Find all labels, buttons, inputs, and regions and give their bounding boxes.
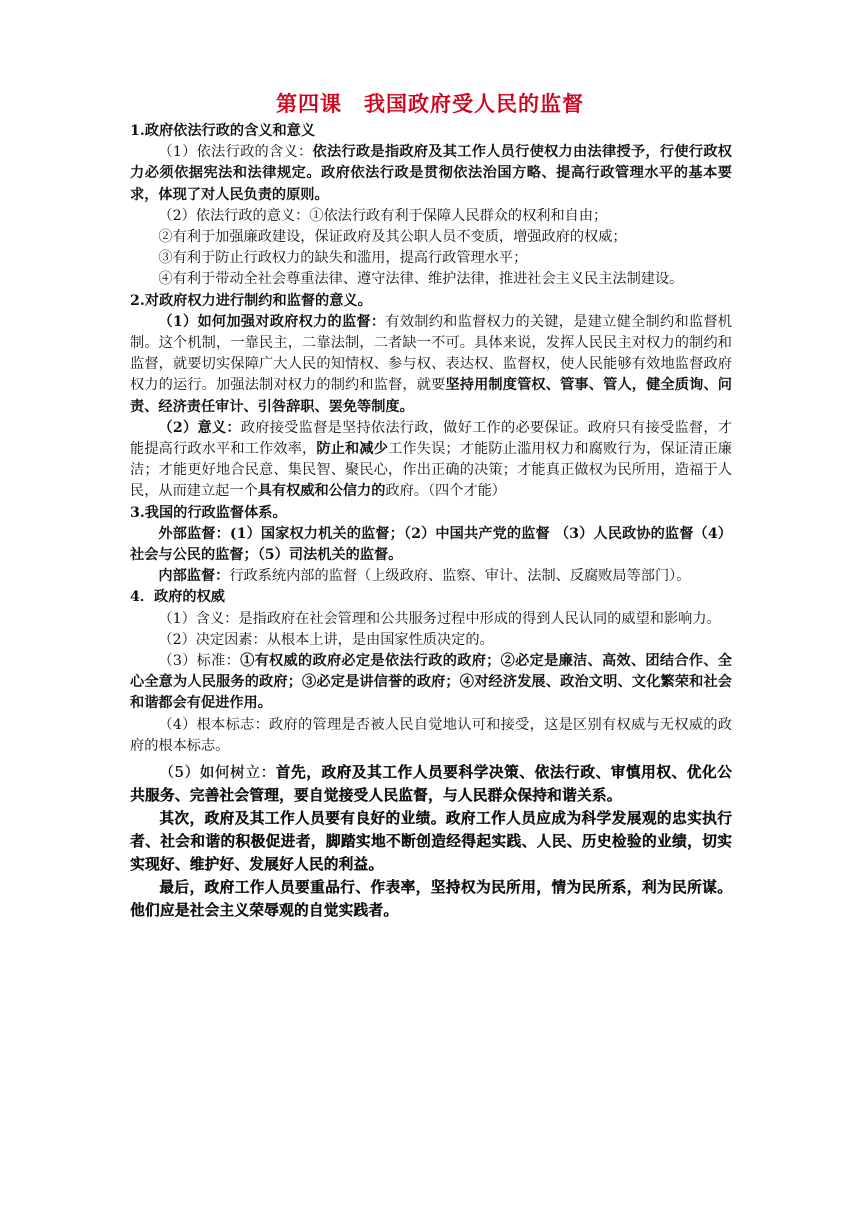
section-2-paragraph-1: （1）如何加强对政府权力的监督：有效制约和监督权力的关键，是建立健全制约和监督机制。这个机制，一靠民主，二靠法制，二者缺一不可。具体来说，发挥人民民主对权力的制约和监督，就要切实保障广大人民的知情权、参与权、表达权、监督权，使人民能够有效地监督政府权力的运行。加强法制对权力的制约和监督，就要坚持用制度管权、管事、管人，健全质询、问责、经济责任审计、引咎辞职、罢免等制度。 <box>130 313 732 415</box>
section-1-item-3: ③有利于防止行政权力的缺失和滥用，提高行政管理水平； <box>158 250 528 267</box>
document-body <box>130 121 732 922</box>
section-3-external-supervision: 外部监督：(1）国家权力机关的监督；（2）中国共产党的监督 （3）人民政协的监督（4）社会与公民的监督；（5）司法机关的监督。 <box>130 525 732 564</box>
section-1-paragraph-2: （2）依法行政的意义：①依法行政有利于保障人民群众的权利和自由； <box>158 207 608 224</box>
section-4-third: 最后，政府工作人员要重品行、作表率，坚持权为民所用，情为民所系，利为民所谋。他们应是社会主义荣辱观的自觉实践者。 <box>130 879 732 920</box>
section-3-internal-supervision: 内部监督：行政系统内部的监督（上级政府、监察、审计、法制、反腐败局等部门）。 <box>158 568 691 585</box>
section-4-second: 其次，政府及其工作人员要有良好的业绩。政府工作人员应成为科学发展观的忠实执行者、社会和谐的积极促进者，脚踏实地不断创造经得起实践、人民、历史检验的业绩，切实实现好、维护好、发展好人民的利益。 <box>130 810 732 874</box>
section-1-item-2: ②有利于加强廉政建设，保证政府及其公职人员不变质，增强政府的权威； <box>158 229 627 246</box>
section-4-how-to-establish: （5）如何树立：首先，政府及其工作人员要科学决策、依法行政、审慎用权、优化公共服务、完善社会管理，要自觉接受人民监督，与人民群众保持和谐关系。 <box>130 764 732 805</box>
section-1-paragraph-1: （1）依法行政的含义：依法行政是指政府及其工作人员行使权力由法律授予，行使行政权力必须依据宪法和法律规定。政府依法行政是贯彻依法治国方略、提高行政管理水平的基本要求，体现了对人民负责的原则。 <box>130 144 732 203</box>
section-1-heading: 1.政府依法行政的含义和意义 <box>130 123 316 139</box>
scanned-excerpt <box>130 761 732 922</box>
section-1-item-4: ④有利于带动全社会尊重法律、遵守法律、维护法律，推进社会主义民主法制建设。 <box>158 271 684 288</box>
lesson-number: 第四课 <box>276 91 342 116</box>
section-4-standard: （3）标准：①有权威的政府必定是依法行政的政府；②必定是廉洁、高效、团结合作、全心全意为人民服务的政府；③必定是讲信誉的政府；④对经济发展、政治文明、文化繁荣和社会和谐都会有促进作用。 <box>130 653 732 712</box>
section-2-heading: 2.对政府权力进行制约和监督的意义。 <box>130 292 372 309</box>
section-4-heading: 4．政府的权威 <box>130 589 225 606</box>
section-2-paragraph-2: （2）意义：政府接受监督是坚持依法行政，做好工作的必要保证。政府只有接受监督，才能提高行政水平和工作效率，防止和减少工作失误；才能防止滥用权力和腐败行为，保证清正廉洁；才能更好地合民意、集民智、聚民心，作出正确的决策；才能真正做权为民所用，造福于人民，从而建立起一个具有权威和公信力的政府。（四个才能） <box>130 419 732 500</box>
section-4-determinant: （2）决定因素：从根本上讲，是由国家性质决定的。 <box>158 631 494 648</box>
section-4-fundamental-sign: （4）根本标志：政府的管理是否被人民自觉地认可和接受，这是区别有权威与无权威的政府的根本标志。 <box>130 716 732 754</box>
page-title <box>0 88 860 118</box>
section-4-meaning: （1）含义：是指政府在社会管理和公共服务过程中形成的得到人民认同的威望和影响力。 <box>158 610 721 627</box>
section-3-heading: 3.我国的行政监督体系。 <box>130 504 287 521</box>
lesson-name: 我国政府受人民的监督 <box>364 91 584 116</box>
